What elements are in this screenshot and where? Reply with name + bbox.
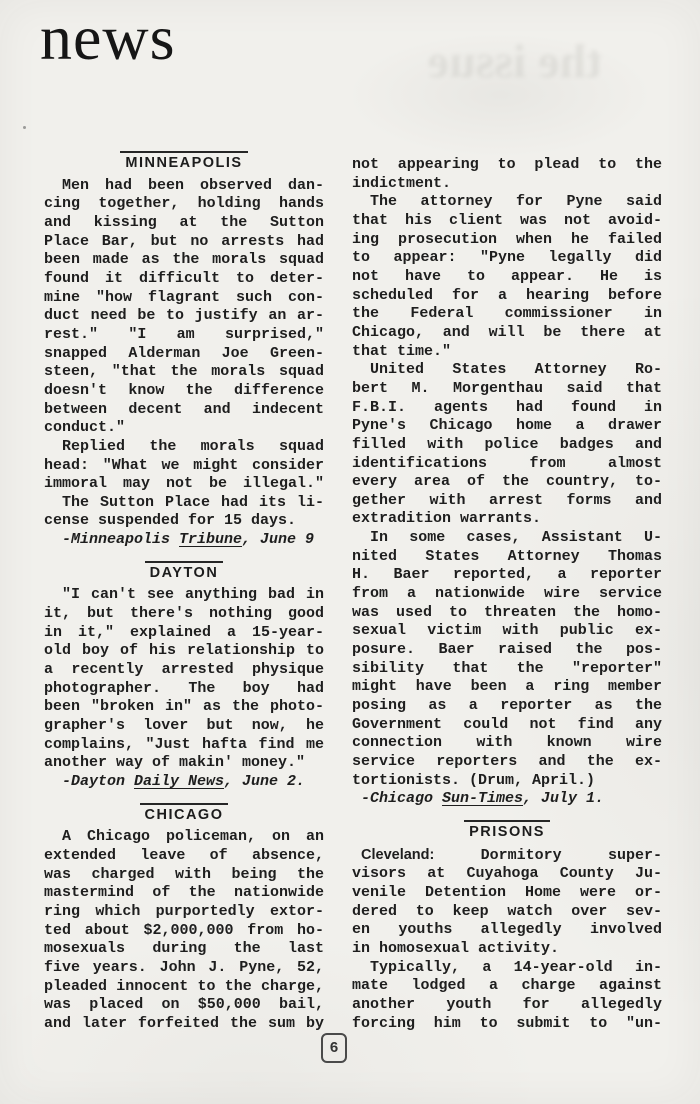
text-line: mastermind of the nationwide <box>44 884 324 902</box>
text-line: forcing him to submit to "un- <box>352 1014 662 1032</box>
section-heading-text: CHICAGO <box>140 803 229 825</box>
text-segment: -Chicago <box>361 790 443 808</box>
text-line: In some cases, Assistant U- <box>370 529 662 547</box>
section-heading-dayton <box>44 561 324 584</box>
text-line: extradition warrants. <box>352 510 542 528</box>
text-line: grapher's lover but now, he <box>44 717 324 735</box>
text-line: that time." <box>352 342 452 360</box>
text-line: indictment. <box>352 174 452 192</box>
text-line: Government could not find any <box>352 715 662 733</box>
text-line: cing together, holding hands <box>44 195 324 213</box>
text-line: a recently arrested physique <box>44 661 324 679</box>
text-line: mate lodged a charge against <box>352 977 662 995</box>
text-segment: Tribune <box>179 531 243 549</box>
section-heading-prisons <box>352 820 662 843</box>
text-line: The attorney for Pyne said <box>370 193 662 211</box>
text-line: ring which purportedly extor- <box>44 902 324 920</box>
text-line: another way of makin' money." <box>44 754 306 772</box>
text-segment: Cleveland: <box>361 846 435 863</box>
text-segment: , June 2. <box>224 773 306 790</box>
text-line: service reporters and the ex- <box>352 753 662 770</box>
text-line: tortionists. (Drum, April.) <box>352 771 596 789</box>
text-line: cense suspended for 15 days. <box>44 512 297 530</box>
section-heading-text: DAYTON <box>145 561 224 583</box>
text-line: Pyne's Chicago home a drawer <box>352 417 662 435</box>
text-line: conduct." <box>44 419 126 437</box>
page-title: news <box>40 2 176 73</box>
text-line: steen, "that the morals squad <box>44 363 324 381</box>
text-line: identifications from almost <box>352 454 662 472</box>
text-segment: -Dayton <box>62 773 135 790</box>
text-line: not appearing to plead to the <box>352 156 662 173</box>
section-heading-text: PRISONS <box>464 820 550 842</box>
text-line: in it," explained a 15-year- <box>44 623 324 641</box>
text-line: mosexuals during the last <box>44 940 324 958</box>
text-line: from a nationwide wire service <box>352 585 662 603</box>
text-line: gether with arrest forms and <box>352 491 662 509</box>
text-segment: , July 1. <box>523 790 605 808</box>
text-line: rest." "I am surprised," <box>44 325 324 343</box>
text-line: it, but there's nothing good <box>44 605 324 623</box>
text-line: and kissing at the Sutton <box>44 213 324 231</box>
text-line: Chicago, and will be there at <box>352 323 662 341</box>
text-segment: -Minneapolis <box>62 531 180 549</box>
text-line: sibility that the "reporter" <box>352 659 662 677</box>
section-heading-minneapolis <box>44 151 324 174</box>
text-line: doesn't know the difference <box>44 381 324 399</box>
text-line: en youths allegedly involved <box>352 921 662 939</box>
text-line: duct need be to justify an ar- <box>44 307 324 325</box>
citation-line <box>352 790 662 809</box>
text-line: and later forfeited the sum by <box>44 1014 324 1032</box>
text-line: might have been a ring member <box>352 678 662 696</box>
text-line: photographer. The boy had <box>44 679 324 697</box>
citation-line <box>44 773 324 792</box>
text-line: five years. John J. Pyne, 52, <box>44 958 324 976</box>
text-line: visors at Cuyahoga County Ju- <box>352 865 662 883</box>
text-line: pleaded innocent to the charge, <box>44 977 324 995</box>
text-segment: , June 9 <box>242 531 315 549</box>
right-column <box>352 156 662 1033</box>
text-line: H. Baer reported, a reporter <box>352 566 662 584</box>
text-line: found it difficult to deter- <box>44 269 324 287</box>
text-line: connection with known wire <box>352 734 662 752</box>
text-line: posing as a reporter as the <box>352 697 662 715</box>
text-line: Place Bar, but no arrests had <box>44 232 324 250</box>
text-line: "I can't see anything bad in <box>62 586 324 604</box>
text-line: been "broken in" as the photo- <box>44 698 324 716</box>
text-line: posure. Baer raised the pos- <box>352 641 662 659</box>
section-heading-text: MINNEAPOLIS <box>120 151 247 173</box>
citation-line <box>44 531 324 550</box>
text-segment: Daily News <box>134 773 225 790</box>
text-line: that his client was not avoid- <box>352 211 662 229</box>
text-line: dered to keep watch over sev- <box>352 902 662 920</box>
text-line: nited States Attorney Thomas <box>352 547 662 565</box>
text-line: was placed on $50,000 bail, <box>44 996 324 1014</box>
text-line: another youth for allegedly <box>352 995 662 1013</box>
text-line: extended leave of absence, <box>44 846 324 864</box>
text-line: the Federal commissioner in <box>352 305 662 323</box>
text-line: was used to threaten the homo- <box>352 603 662 621</box>
text-line: F.B.I. agents had found in <box>352 398 662 416</box>
text-line: ing prosecution when he failed <box>352 230 662 248</box>
left-column <box>44 151 324 1034</box>
section-heading-chicago <box>44 803 324 826</box>
text-line: ted about $2,000,000 from ho- <box>44 921 324 939</box>
text-line: scheduled for a hearing before <box>352 286 662 304</box>
text-line: snapped Alderman Joe Green- <box>44 344 324 362</box>
text-line: venile Detention Home were or- <box>352 883 662 901</box>
text-line: Replied the morals squad <box>62 437 324 455</box>
text-line: been made as the morals squad <box>44 251 324 269</box>
text-line: Men had been observed dan- <box>62 176 324 194</box>
text-line: mine "how flagrant such con- <box>44 288 324 306</box>
text-line: to appear: "Pyne legally did <box>352 249 662 267</box>
text-line: not have to appear. He is <box>352 267 662 285</box>
page-number-box <box>321 1033 347 1063</box>
text-line: old boy of his relationship to <box>44 642 324 660</box>
text-line: between decent and indecent <box>44 400 324 418</box>
text-line: was charged with being the <box>44 865 324 883</box>
text-segment: Dormitory super- <box>434 846 662 864</box>
text-line: United States Attorney Ro- <box>370 361 662 379</box>
text-line: immoral may not be illegal." <box>44 475 324 493</box>
text-line: every area of the country, to- <box>352 473 662 491</box>
text-line: bert M. Morgenthau said that <box>352 379 662 397</box>
text-line <box>352 846 662 866</box>
page-number: 6 <box>329 1039 339 1057</box>
text-line: Typically, a 14-year-old in- <box>370 958 662 976</box>
text-line: The Sutton Place had its li- <box>62 493 324 511</box>
text-line: complains, "Just hafta find me <box>44 735 324 753</box>
text-line: sexual victim with public ex- <box>352 622 662 640</box>
text-line: A Chicago policeman, on an <box>62 828 324 846</box>
text-line: head: "What we might consider <box>44 456 324 474</box>
text-segment: Sun-Times <box>442 790 524 808</box>
scan-speck <box>23 126 26 129</box>
text-line: filled with police badges and <box>352 435 662 453</box>
text-line: in homosexual activity. <box>352 939 560 957</box>
bleed-through-ghost-text: the issue <box>427 35 603 88</box>
